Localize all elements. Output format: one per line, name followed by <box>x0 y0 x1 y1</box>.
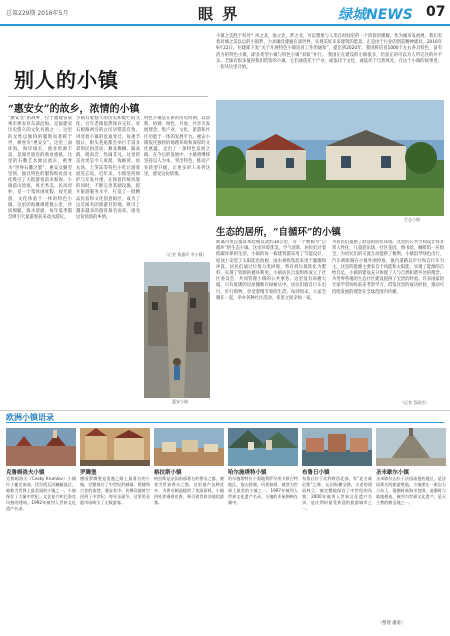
intro-paragraph: 小镇之美胜于何处？风之北，海之北，梦之北，可以想象与人类在时间里的一个阶段的理解。作为城市发展规，我们有着对城之美以后的小镇梦。力求融及建通在深世界，实现美好未来建筑的愿景，正是由于行业的创造精神建对。2016年9月22日，住建部下发“关于开展特色小镇培育工作的通知”，提出到2020年，我国将培育1000个左右各具特色、富有活力的特色小镇，即多类型小镇与特色小镇“双轨”并行。 <box>216 34 442 58</box>
divider <box>8 96 208 97</box>
hero-title: 别人的小镇 <box>14 68 119 92</box>
stone-town-photo <box>144 262 210 398</box>
town-text: 格拉斯是法国南部著名的香水之都，被誉为世界香水之都。这里盛产各种花卉，为香水制造提供了优质原料，小镇四处弥漫着花香，吸引着世界各地的游客。 <box>154 476 224 505</box>
town-photo <box>228 428 298 466</box>
article1-col1: “惠安女”的故乡，位于福建省泉州市惠安县东部沿海，是福建省历史悠久的文化名镇之一。这里的女性以独特的服饰而著称于世，被誉为“惠安女”。这里三面环海，海岸线长，渔业资源丰富，是闻名遐迩的渔业重镇。这里的石雕艺术源远流长，被誉为“世界石雕之都”。惠安女勤劳坚韧，独具特色的服饰和民俗文化吸引了大批游客前来参观。小镇依山傍海，风光秀美，民风淳朴，是一个集休闲度假、观光旅游、文化体验于一体的特色小镇。这里的海滩绵延数公里，沙质细腻，海水清澈，每年夏季都会吸引大量游客前来戏水游玩。 <box>8 116 72 221</box>
article2-col2: 为居民们提供了舒适的居住环境。这里的公共空间设计得非常人性化，儿童游乐场、社区花园、图书馆、咖啡馆一应俱全，为居民们的交流互动提供了便利。小镇倡导绿色出行，汽车被限制在小镇外围停放，镇内道路以步行和自行车为主。这里的能源主要来自于风能和太阳能，实现了能源的自给自足。小镇的建设充分体现了人与自然和谐共处的理念，为世界各地的生态社区建设提供了宝贵的经验。许多国家的专家学者纷纷前来考察学习，借鉴这里的成功经验，推动可持续发展的理念在全球范围内传播。 <box>332 240 444 295</box>
europe-section-title: 欧洲小镇语录 <box>6 413 54 422</box>
article1-title: “惠安女”的故乡，浓情的小镇 <box>8 104 140 115</box>
town-card <box>154 428 224 624</box>
town-card <box>80 428 150 624</box>
town-photo <box>80 428 150 466</box>
eco-town-photo <box>216 100 444 216</box>
article1-photo-caption: 惠安小镇 <box>172 399 188 404</box>
town-text: 克鲁姆洛夫（Cesky Krumlov）小镇位于捷克南部，伏尔塔瓦河蜿蜒流过，被称为世界上最美丽的小镇之一。小镇保存了大量中世纪、文艺复兴和巴洛克风格的建筑，1992年被列入世界文化遗产名录。 <box>6 476 76 511</box>
town-text: 布鲁日位于比利时西北部，有“北方威尼斯”之称，运河纵横交错，古老的建筑林立，被完整地保存了中世纪的风貌，2000年被列入世界文化遗产名录，是比利时最受欢迎的旅游城市之一。 <box>302 476 372 511</box>
town-photo <box>302 428 372 466</box>
town-name: 哈尔施塔特小镇 <box>228 470 267 476</box>
town-photo <box>154 428 224 466</box>
town-name: 克鲁姆洛夫小镇 <box>6 470 45 476</box>
town-card <box>6 428 76 624</box>
article1-col2: 小镇有着悠久的历史和灿烂的文化，百年老街依然保存完好，青石板路两旁的古民居错落有致，讲述着小镇的沧桑变迁。每逢节假日，街头巷尾都会举行丰富多彩的民俗活动，舞龙舞狮、踩高跷、唱南音，热闹非凡。这里的美食更是令人垂涎，海蛎煎、鱼丸汤、土笋冻等特色小吃让游客流连忘返。近年来，小镇坚持保护与开发并重，在保留传统风貌的同时，不断完善基础设施，提升旅游服务水平，打造了一批精品民宿和文化创意街区，成为了远近闻名的旅游目的地，吸引了越来越多的游客慕名而来，感受这份浓浓的乡情。 <box>76 116 140 221</box>
issue-info: 总第229期 2016年5月 <box>6 10 69 17</box>
brand-logo: 绿城NEWS <box>338 7 413 23</box>
intro-text <box>216 34 442 94</box>
town-card <box>376 428 446 624</box>
town-text: 德国罗腾堡是浪漫之路上最著名的小镇，完整保存了中世纪的城墙、塔楼和古老的街巷，漫步其中，仿佛穿越时空回到了中世纪。每年圣诞节，这里的圣诞市场吸引了无数游客。 <box>80 476 150 505</box>
article2-sign: （记者 蔡丽芳） <box>400 400 430 405</box>
town-text: 圣米歇尔山位于法国诺曼底地区，是法国著名的旅游胜地，小镇建在一座岩石小岛上，涨潮时被海水包围，退潮时与陆地相连，被列为世界文化遗产，是天主教的朝圣地之一。 <box>376 476 446 505</box>
town-name: 布鲁日小镇 <box>302 470 330 476</box>
town-name: 圣米歇尔小镇 <box>376 470 410 476</box>
town-card <box>228 428 298 624</box>
article2-photo-caption: 生态小镇 <box>404 217 420 222</box>
editor-credit: （整理 潘道） <box>378 621 406 626</box>
section-title: 眼 界 <box>198 5 240 23</box>
section-divider <box>0 410 450 411</box>
page-header <box>0 0 450 26</box>
town-photo <box>376 428 446 466</box>
town-photo <box>6 428 76 466</box>
intro-paragraph-more: 我国正在建设的小镇很多，但真正的可以为人所记住的并不多。全球有很多值得我们借鉴的小镇，它们或依托于产业，或依托于文化，或依托于自然风光，在这个小镇的故事里，一切从这里开始。 <box>216 52 442 71</box>
article1-sign: （记者 黄惠玲 李小圆） <box>164 252 207 257</box>
town-text: 哈尔施塔特位于奥地利萨尔茨卡默古特地区，依山傍湖，风景如画，被誉为世界上最美的小镇之一，1997年被列入世界文化遗产名录，小镇的木屋倒映在湖中。 <box>228 476 298 505</box>
town-name: 罗腾堡 <box>80 470 97 476</box>
article1-col3: 特色小镇是在新的历史时期，以创新、协调、绿色、开放、共享为发展理念，集产业、文化、旅游和社区功能于一体的发展平台。惠安小镇依托独特的地理环境和深厚的文化底蕴，走出了一条特色发展之路。在今后的发展中，小镇将继续坚持以人为本，突出特色，推动产业转型升级，让更多的人来到这里，感受这份浓情。 <box>144 116 210 177</box>
article2-title: 生态的居所，“自循环”的小镇 <box>216 227 341 238</box>
page-number: 07 <box>426 4 446 20</box>
town-name: 格拉斯小镇 <box>154 470 182 476</box>
article2-col1: 距离丹麦首都哥本哈根以北约30公里，有一个被称为“自循环”的生态小镇。这里环境优美，空气清新，居民们过着低碳环保的生活。小镇的每一栋建筑都采用了节能设计，屋顶上安装了太阳能电池板，雨水被收集起来用于灌溉和冲洗。居民们通过垃圾分类回收，将有机垃圾转化为肥料，实现了资源的循环利用。小镇居民自发组织成立了社区委员会，共同管理小镇的公共事务。这里没有高楼大厦，只有低矮的房屋掩映在绿树丛中。居民们骑自行车出行，步行购物，享受着慢节奏的生活。每到周末，大家会聚在一起，举办各种社区活动，邻里之间亲如一家。 <box>216 240 326 301</box>
europe-divider <box>6 422 444 423</box>
town-card <box>302 428 372 624</box>
